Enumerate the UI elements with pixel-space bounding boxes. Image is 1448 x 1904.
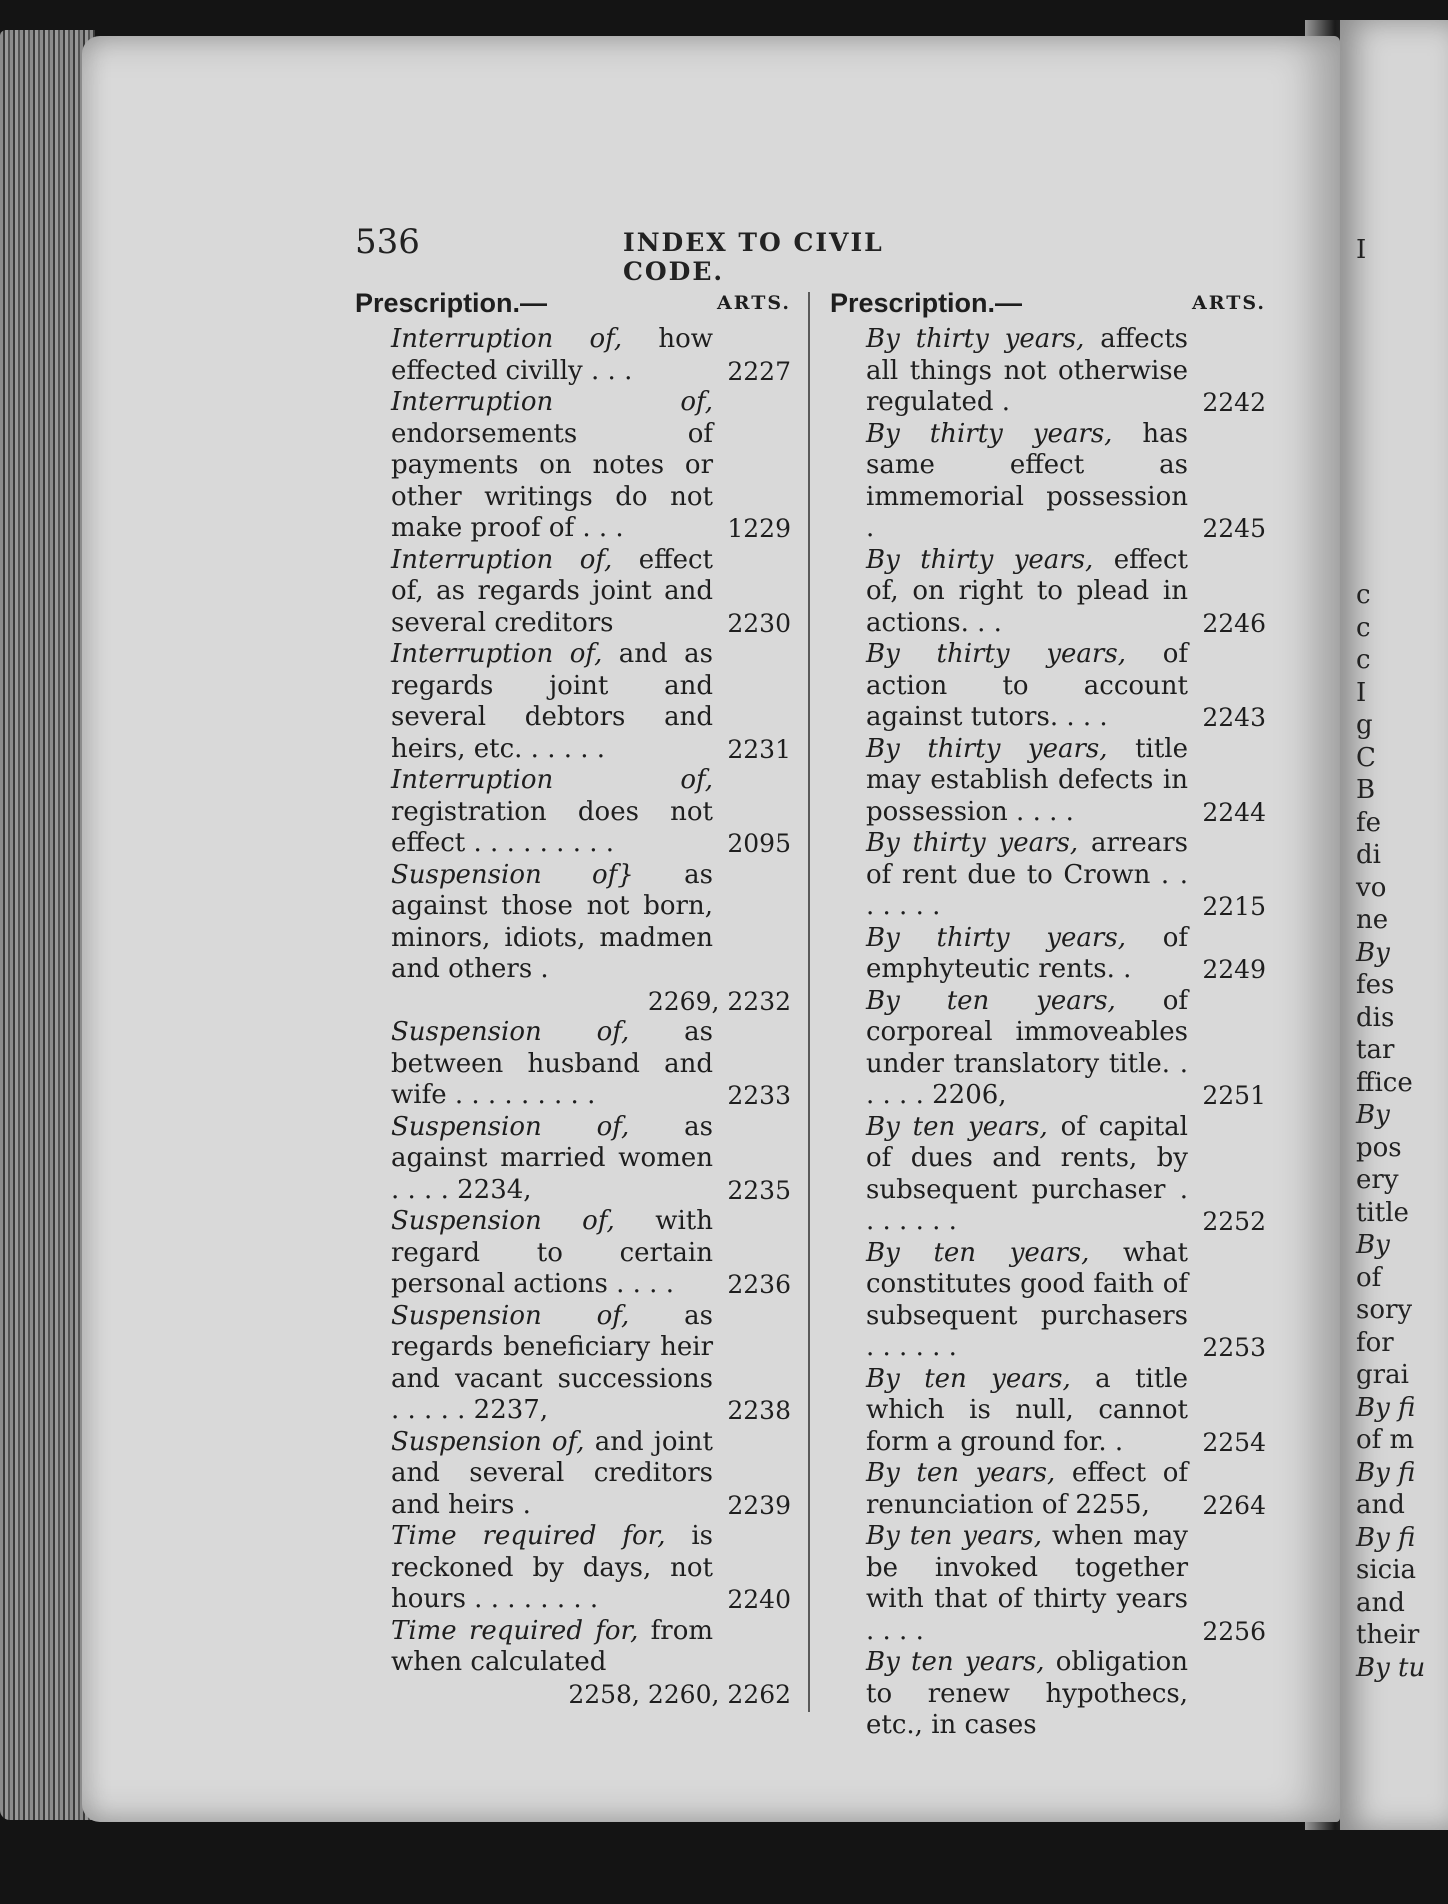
facing-page-text-fragment: By fi xyxy=(1356,1392,1416,1423)
article-reference: 2236 xyxy=(727,1270,791,1299)
entry-text: a title which is null, cannot form a ground for. . xyxy=(866,1363,1188,1457)
facing-page-fragment xyxy=(1340,20,1448,1830)
facing-page-text-fragment: I xyxy=(1356,235,1367,265)
column-divider xyxy=(808,292,810,1712)
column-heading xyxy=(355,288,791,324)
index-entry xyxy=(866,324,1266,419)
entry-lead: Interruption of, xyxy=(391,765,713,795)
entry-text: with regard to certain personal actions . . . . xyxy=(391,1206,713,1299)
entry-text: as between husband and wife . . . . . . . . . xyxy=(391,1017,713,1110)
index-entry xyxy=(866,986,1266,1112)
entry-lead: By thirty years, xyxy=(866,922,1126,953)
entry-lead: By thirty years, xyxy=(866,324,1085,354)
facing-page-text-fragment: their xyxy=(1356,1620,1420,1650)
entry-text: effect of renunciation of 2255, xyxy=(866,1458,1188,1520)
index-entry xyxy=(866,734,1266,829)
index-entry xyxy=(866,1521,1266,1647)
arts-label: ARTS. xyxy=(717,292,791,314)
facing-page-text-fragment: sory xyxy=(1356,1295,1413,1325)
index-entry xyxy=(391,324,791,387)
facing-page-text-fragment: of m xyxy=(1356,1425,1415,1455)
facing-page-text-fragment: tar xyxy=(1356,1035,1395,1065)
index-entry xyxy=(391,545,791,640)
article-reference: 2258, 2260, 2262 xyxy=(568,1679,791,1709)
index-entry xyxy=(391,1301,791,1427)
facing-page-text-fragment: ne xyxy=(1356,905,1389,935)
page-number: 536 xyxy=(355,222,420,262)
entry-text: as against those not born, minors, idiots, madmen and others . xyxy=(391,859,713,984)
index-entry xyxy=(391,387,791,545)
index-entry xyxy=(391,639,791,765)
entry-lead: By ten years, xyxy=(866,985,1116,1016)
entry-lead: Suspension of, xyxy=(391,1017,630,1047)
entry-lead: Time required for, xyxy=(391,1521,666,1551)
entry-lead: By ten years, xyxy=(866,1111,1048,1142)
article-reference: 2095 xyxy=(727,829,791,858)
page-header xyxy=(355,222,975,286)
entry-text: title may establish defects in possession . . . . xyxy=(866,733,1188,827)
facing-page-text-fragment: c xyxy=(1356,612,1371,643)
index-entry xyxy=(391,1521,791,1616)
index-entry xyxy=(866,419,1266,545)
article-reference: 2254 xyxy=(1202,1427,1266,1457)
entry-text: how effected civilly . . . xyxy=(391,324,713,386)
entry-heading: Prescription.— xyxy=(830,288,1023,318)
facing-page-text-fragment: sicia xyxy=(1356,1555,1417,1585)
index-entry xyxy=(391,860,791,1018)
entry-text: and joint and several creditors and heirs . xyxy=(391,1426,713,1520)
entry-lead: Interruption of, xyxy=(391,544,613,575)
facing-page-text-fragment: By xyxy=(1356,1230,1390,1260)
entry-lead: By ten years, xyxy=(866,1521,1042,1551)
article-reference: 2244 xyxy=(1202,797,1266,827)
entry-text: effect of, as regards joint and several creditors xyxy=(391,544,713,638)
entry-lead: By ten years, xyxy=(866,1458,1056,1488)
entry-heading: Prescription.— xyxy=(355,288,548,318)
facing-page-text-fragment: di xyxy=(1356,840,1381,870)
facing-page-text-fragment: title xyxy=(1356,1197,1409,1228)
facing-page-text-fragment: C xyxy=(1356,742,1376,773)
entry-text: as against married women . . . . 2234, xyxy=(391,1111,713,1205)
index-entry xyxy=(391,765,791,860)
entry-text: effect of, on right to plead in actions. . . xyxy=(866,544,1188,638)
facing-page-text-fragment: By xyxy=(1356,937,1390,968)
index-entry xyxy=(866,1458,1266,1521)
entry-lead: By thirty years, xyxy=(866,828,1079,858)
facing-page-text-fragment: c xyxy=(1356,580,1371,610)
article-reference: 2256 xyxy=(1202,1616,1266,1646)
index-entry xyxy=(391,1616,791,1711)
facing-page-text-fragment: dis xyxy=(1356,1002,1395,1033)
entry-lead: By ten years, xyxy=(866,1363,1071,1394)
index-entry xyxy=(866,1364,1266,1459)
facing-page-text-fragment: fes xyxy=(1356,970,1395,1000)
facing-page-text-fragment: By xyxy=(1356,1100,1390,1130)
facing-page-text-fragment: grai xyxy=(1356,1360,1409,1390)
facing-page-text-fragment: pos xyxy=(1356,1132,1402,1163)
facing-page-text-fragment: By fi xyxy=(1356,1522,1416,1553)
entry-text: as regards beneficiary heir and vacant successions . . . . . 2237, xyxy=(391,1300,713,1425)
facing-page-text-fragment: By fi xyxy=(1356,1457,1416,1488)
entry-lead: By thirty years, xyxy=(866,639,1126,669)
article-reference: 2253 xyxy=(1202,1333,1266,1362)
index-entry xyxy=(391,1017,791,1112)
entry-lead: Time required for, xyxy=(391,1615,639,1646)
entry-lead: Interruption of, xyxy=(391,324,623,354)
entry-lead: By thirty years, xyxy=(866,544,1094,575)
article-reference: 2233 xyxy=(727,1081,791,1110)
entry-text: obligation to renew hypothecs, etc., in cases xyxy=(866,1647,1188,1740)
index-column-right xyxy=(830,288,1266,1742)
index-entry xyxy=(866,1238,1266,1364)
entry-lead: Suspension of, xyxy=(391,1111,630,1142)
running-title: INDEX TO CIVIL CODE. xyxy=(623,228,884,286)
article-reference: 2242 xyxy=(1202,388,1266,417)
article-reference: 2252 xyxy=(1202,1207,1266,1236)
entry-text: registration does not effect . . . . . . . . . xyxy=(391,796,713,858)
index-column-left xyxy=(355,288,791,1710)
article-reference: 2240 xyxy=(727,1585,791,1614)
index-entry xyxy=(391,1112,791,1207)
entry-text: from when calculated xyxy=(391,1615,713,1677)
arts-label: ARTS. xyxy=(1192,292,1266,314)
entry-lead: Suspension of, xyxy=(391,1300,630,1331)
index-entry xyxy=(866,1647,1266,1742)
entry-text: affects all things not otherwise regulated . xyxy=(866,324,1189,417)
entry-text: of corporeal immoveables under translatory title. . . . . . 2206, xyxy=(866,985,1188,1110)
article-reference: 2239 xyxy=(727,1490,791,1520)
index-entry xyxy=(391,1427,791,1522)
article-reference: 1229 xyxy=(727,514,791,543)
entry-text: has same effect as immemorial possession . xyxy=(866,418,1188,543)
entry-text: of emphyteutic rents. . xyxy=(866,922,1189,984)
entry-text: endorsements of payments on notes or other writings do not make proof of . . . xyxy=(391,418,713,543)
entry-text: what constitutes good faith of subsequent purchasers . . . . . . xyxy=(866,1237,1188,1362)
entry-text: and as regards joint and several debtors and heirs, etc. . . . . . xyxy=(391,639,714,764)
book-page-edges xyxy=(0,30,95,1820)
entry-lead: Suspension of} xyxy=(391,859,634,890)
index-entry xyxy=(391,1206,791,1301)
index-entry xyxy=(866,1112,1266,1238)
article-reference: 2238 xyxy=(727,1396,791,1425)
facing-page-text-fragment: of xyxy=(1356,1262,1382,1293)
article-reference: 2230 xyxy=(727,608,791,638)
facing-page-text-fragment: for xyxy=(1356,1327,1394,1358)
facing-page-text-fragment: c xyxy=(1356,645,1371,675)
article-reference: 2269, 2232 xyxy=(647,986,791,1016)
entry-lead: Suspension of, xyxy=(391,1206,615,1236)
article-reference: 2215 xyxy=(1202,892,1266,921)
index-entry xyxy=(866,639,1266,734)
article-reference: 2245 xyxy=(1202,514,1266,543)
facing-page-text-fragment: and xyxy=(1356,1490,1405,1520)
entry-lead: Interruption of, xyxy=(391,639,603,669)
entry-text: is reckoned by days, not hours . . . . . . . . xyxy=(391,1521,713,1614)
entry-lead: Interruption of, xyxy=(391,387,713,417)
facing-page-text-fragment: I xyxy=(1356,677,1367,708)
index-entry xyxy=(866,828,1266,923)
entry-text: of action to account against tutors. . . . xyxy=(866,639,1189,732)
facing-page-text-fragment: g xyxy=(1356,710,1373,740)
entry-lead: By thirty years, xyxy=(866,733,1108,764)
index-entry xyxy=(866,545,1266,640)
index-entry xyxy=(866,923,1266,986)
entry-lead: By thirty years, xyxy=(866,418,1113,449)
article-reference: 2249 xyxy=(1202,955,1266,984)
article-reference: 2251 xyxy=(1202,1081,1266,1110)
article-reference: 2243 xyxy=(1202,703,1266,732)
entry-lead: By ten years, xyxy=(866,1237,1090,1268)
entry-text: when may be invoked together with that of thirty years . . . . xyxy=(866,1521,1188,1646)
facing-page-text-fragment: and xyxy=(1356,1587,1405,1618)
article-reference: 2264 xyxy=(1202,1490,1266,1520)
facing-page-text-fragment: By tu xyxy=(1356,1652,1426,1683)
column-heading xyxy=(830,288,1266,324)
facing-page-text-fragment: fe xyxy=(1356,807,1382,838)
article-reference: 2231 xyxy=(727,734,791,764)
article-reference: 2235 xyxy=(727,1175,791,1205)
facing-page-text-fragment: ffice xyxy=(1356,1067,1413,1098)
entry-lead: Suspension of, xyxy=(391,1426,585,1457)
facing-page-text-fragment: vo xyxy=(1356,872,1387,903)
article-reference: 2227 xyxy=(727,356,791,386)
entry-text: of capital of dues and rents, by subsequent purchaser . . . . . . . xyxy=(866,1111,1188,1236)
entry-text: arrears of rent due to Crown . . . . . . . xyxy=(866,828,1188,921)
facing-page-text-fragment: ery xyxy=(1356,1165,1399,1195)
article-reference: 2246 xyxy=(1202,608,1266,638)
entry-lead: By ten years, xyxy=(866,1647,1045,1677)
facing-page-text-fragment: B xyxy=(1356,775,1376,805)
